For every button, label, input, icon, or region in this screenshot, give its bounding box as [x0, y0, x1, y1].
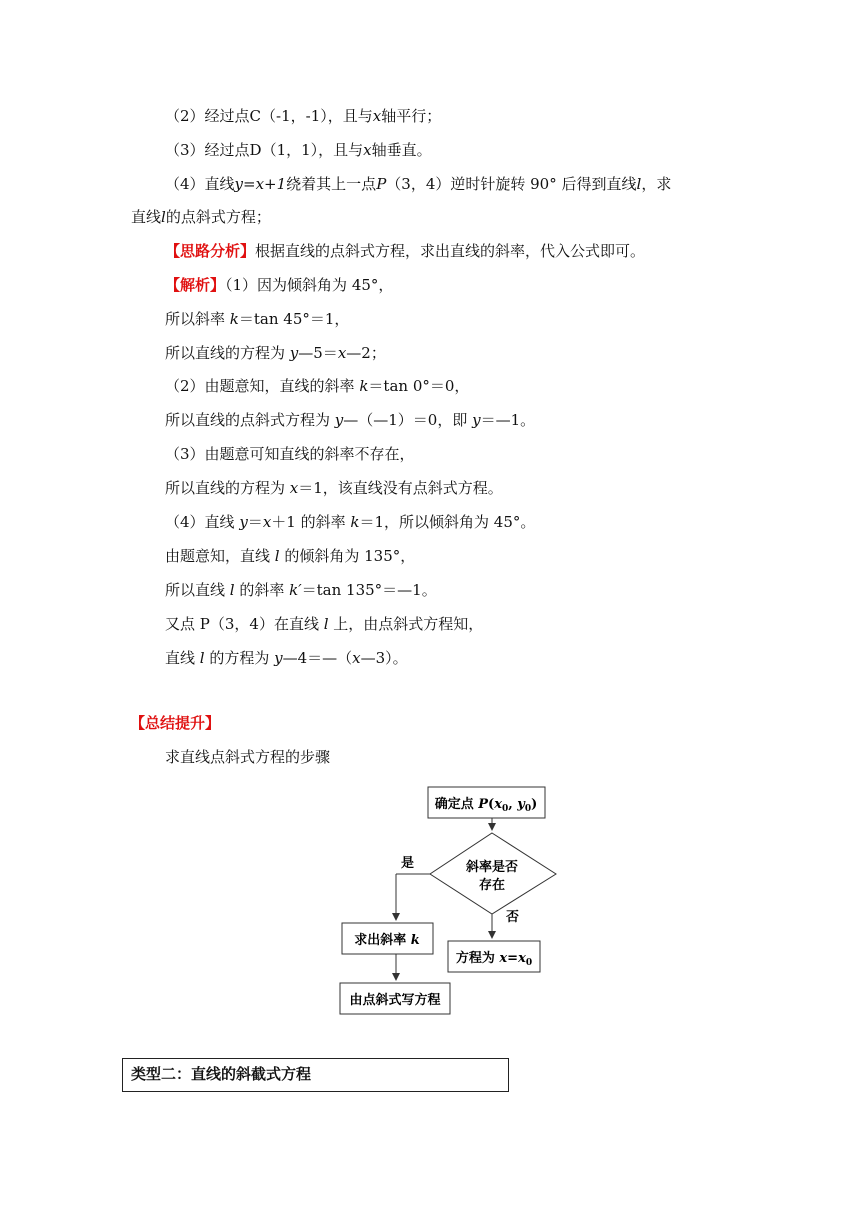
- summary-heading: 【总结提升】: [130, 714, 221, 732]
- flow-yes-label: 是: [401, 856, 415, 871]
- solution-line-9: 由题意知，直线 l 的倾斜角为 135°，: [165, 547, 416, 565]
- solution-line-1: 【解析】（1）因为倾斜角为 45°，: [165, 276, 394, 294]
- solution-line-2: 所以斜率 k＝tan 45°＝1，: [165, 310, 350, 328]
- solution-line-12: 直线 l 的方程为 y—4＝—（x—3）。: [165, 649, 408, 667]
- flow-decision-line-2: 存在: [478, 878, 506, 893]
- problem-item-4-cont: 直线l的点斜式方程；: [131, 208, 271, 226]
- solution-line-11: 又点 P（3，4）在直线 l 上，由点斜式方程知，: [165, 615, 484, 633]
- solution-line-8: （4）直线 y＝x＋1 的斜率 k＝1，所以倾斜角为 45°。: [165, 513, 536, 531]
- solution-line-3: 所以直线的方程为 y—5＝x—2；: [165, 344, 386, 362]
- flow-box-write-equation-label: 由点斜式写方程: [349, 993, 441, 1008]
- flow-box-determine-point-label: 确定点 $P(x_0$, $y_0$): [434, 797, 538, 814]
- problem-item-4: （4）直线y=x+1绕着其上一点P（3，4）逆时针旋转 90° 后得到直线l，求: [165, 175, 672, 193]
- solution-line-7: 所以直线的方程为 x＝1，该直线没有点斜式方程。: [165, 479, 503, 497]
- flow-decision-line-1: 斜率是否: [465, 860, 519, 875]
- section-type-2-title: 类型二：直线的斜截式方程: [131, 1065, 312, 1083]
- analysis-line: 【思路分析】根据直线的点斜式方程，求出直线的斜率，代入公式即可。: [165, 242, 646, 260]
- problem-item-2: （2）经过点C（-1，-1），且与x轴平行；: [165, 107, 442, 125]
- summary-intro: 求直线点斜式方程的步骤: [165, 748, 331, 766]
- solution-line-6: （3）由题意可知直线的斜率不存在，: [165, 445, 415, 463]
- problem-item-3: （3）经过点D（1，1），且与x轴垂直。: [165, 141, 432, 159]
- section-type-2-box: [122, 1058, 509, 1092]
- solution-line-10: 所以直线 l 的斜率 k′＝tan 135°＝—1。: [165, 581, 437, 599]
- flow-box-equation-x0-label: 方程为 $x=x_0$: [455, 951, 533, 968]
- flow-box-find-slope-label: 求出斜率 k: [354, 933, 420, 948]
- solution-line-5: 所以直线的点斜式方程为 y—（—1）＝0，即 y＝—1。: [165, 411, 536, 429]
- flow-no-label: 否: [506, 910, 520, 925]
- solution-line-4: （2）由题意知，直线的斜率 k＝tan 0°＝0，: [165, 377, 470, 395]
